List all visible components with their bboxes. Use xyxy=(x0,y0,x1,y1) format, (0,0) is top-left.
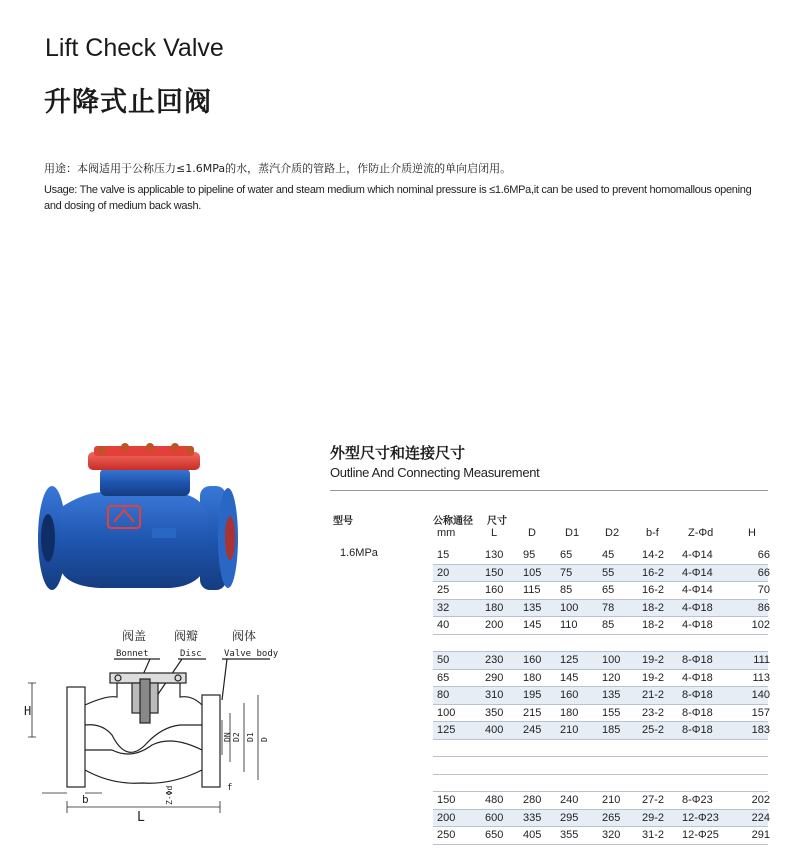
table-row xyxy=(433,792,768,810)
disc-cn-label: 阀瓣 xyxy=(174,629,199,643)
table-cell: 32 xyxy=(437,601,450,614)
table-cell: 405 xyxy=(523,829,542,842)
table-cell: 295 xyxy=(560,811,579,824)
table-cell: 160 xyxy=(485,584,504,597)
table-cell: 18-2 xyxy=(642,619,665,632)
table-cell: 86 xyxy=(757,601,770,614)
table-cell: 80 xyxy=(437,689,450,702)
pressure-label: 1.6MPa xyxy=(340,547,378,559)
table-cell: 8-Φ18 xyxy=(682,724,713,737)
dim-d-label: D xyxy=(260,737,269,742)
table-cell: 320 xyxy=(602,829,621,842)
table-cell: 102 xyxy=(751,619,770,632)
table-cell: 135 xyxy=(523,601,542,614)
table-cell: 4-Φ18 xyxy=(682,671,713,684)
table-spacer-row xyxy=(433,635,768,653)
table-cell: 185 xyxy=(602,724,621,737)
header-col-bf: b-f xyxy=(646,527,659,539)
table-cell: 400 xyxy=(485,724,504,737)
table-cell: 8-Φ18 xyxy=(682,706,713,719)
table-cell: 4-Φ14 xyxy=(682,584,713,597)
table-cell: 100 xyxy=(437,706,456,719)
table-cell: 31-2 xyxy=(642,829,665,842)
table-cell: 240 xyxy=(560,794,579,807)
table-cell: 95 xyxy=(523,549,536,562)
usage-text-cn: 用途：本阀适用于公称压力≤1.6MPa的水，蒸汽介质的管路上，作防止介质逆流的单向启闭用。 xyxy=(44,162,512,175)
header-dn-cn: 公称通径 xyxy=(433,516,473,527)
table-cell: 85 xyxy=(602,619,615,632)
table-cell: 160 xyxy=(560,689,579,702)
table-cell: 215 xyxy=(523,706,542,719)
table-row xyxy=(433,547,768,565)
table-cell: 29-2 xyxy=(642,811,665,824)
table-cell: 4-Φ18 xyxy=(682,601,713,614)
dim-b-label: b xyxy=(82,793,89,806)
table-cell: 8-Φ23 xyxy=(682,794,713,807)
table-cell: 125 xyxy=(437,724,456,737)
table-cell: 27-2 xyxy=(642,794,665,807)
table-row xyxy=(433,670,768,688)
table-cell: 310 xyxy=(485,689,504,702)
table-cell: 291 xyxy=(751,829,770,842)
table-cell: 130 xyxy=(485,549,504,562)
table-cell: 230 xyxy=(485,654,504,667)
table-cell: 19-2 xyxy=(642,671,665,684)
header-col-d2: D2 xyxy=(605,527,620,539)
table-cell: 335 xyxy=(523,811,542,824)
table-cell: 250 xyxy=(437,829,456,842)
table-cell: 202 xyxy=(751,794,770,807)
table-cell: 200 xyxy=(485,619,504,632)
table-cell: 19-2 xyxy=(642,654,665,667)
table-cell: 280 xyxy=(523,794,542,807)
header-col-l: L xyxy=(491,527,498,539)
table-cell: 105 xyxy=(523,566,542,579)
table-cell: 8-Φ18 xyxy=(682,654,713,667)
header-model: 型号 xyxy=(333,516,353,527)
table-cell: 100 xyxy=(560,601,579,614)
table-cell: 150 xyxy=(437,794,456,807)
table-cell: 66 xyxy=(757,549,770,562)
bonnet-cn-label: 阀盖 xyxy=(122,629,147,643)
table-row xyxy=(433,600,768,618)
table-spacer-row xyxy=(433,775,768,793)
table-cell: 15 xyxy=(437,549,450,562)
table-cell: 157 xyxy=(751,706,770,719)
table-cell: 18-2 xyxy=(642,601,665,614)
table-row xyxy=(433,565,768,583)
table-cell: 183 xyxy=(751,724,770,737)
table-cell: 480 xyxy=(485,794,504,807)
header-size: 尺寸 xyxy=(487,516,507,527)
table-cell: 195 xyxy=(523,689,542,702)
table-cell: 290 xyxy=(485,671,504,684)
table-cell: 8-Φ18 xyxy=(682,689,713,702)
table-cell: 113 xyxy=(752,671,770,684)
table-cell: 65 xyxy=(437,671,450,684)
table-cell: 155 xyxy=(602,706,621,719)
table-cell: 350 xyxy=(485,706,504,719)
table-cell: 180 xyxy=(485,601,504,614)
table-cell: 70 xyxy=(757,584,770,597)
dim-f-label: f xyxy=(227,783,233,793)
table-cell: 20 xyxy=(437,566,450,579)
table-cell: 55 xyxy=(602,566,615,579)
table-cell: 180 xyxy=(560,706,579,719)
table-cell: 111 xyxy=(753,654,770,667)
table-cell: 14-2 xyxy=(642,549,665,562)
table-cell: 224 xyxy=(751,811,770,824)
table-row xyxy=(433,810,768,828)
body-cn-label: 阀体 xyxy=(232,629,257,643)
body-en-label: Valve body xyxy=(224,649,279,659)
table-cell: 100 xyxy=(602,654,621,667)
table-cell: 115 xyxy=(523,584,541,597)
table-cell: 600 xyxy=(485,811,504,824)
table-cell: 355 xyxy=(560,829,579,842)
disc-en-label: Disc xyxy=(180,649,202,659)
table-cell: 135 xyxy=(602,689,621,702)
header-col-d: D xyxy=(528,527,536,539)
table-row xyxy=(433,652,768,670)
table-cell: 650 xyxy=(485,829,504,842)
table-cell: 23-2 xyxy=(642,706,665,719)
table-cell: 210 xyxy=(560,724,579,737)
header-dn-unit: mm xyxy=(437,527,456,539)
table-cell: 150 xyxy=(485,566,504,579)
table-row xyxy=(433,705,768,723)
table-cell: 66 xyxy=(757,566,770,579)
table-row xyxy=(433,617,768,635)
table-cell: 140 xyxy=(751,689,770,702)
dim-d1-label: D1 xyxy=(246,732,255,742)
measurement-title-en: Outline And Connecting Measurement xyxy=(330,465,540,480)
table-cell: 65 xyxy=(560,549,573,562)
table-cell: 40 xyxy=(437,619,450,632)
table-cell: 75 xyxy=(560,566,573,579)
table-cell: 180 xyxy=(523,671,542,684)
table-cell: 16-2 xyxy=(642,566,665,579)
product-title-cn: 升降式止回阀 xyxy=(44,87,212,118)
table-cell: 200 xyxy=(437,811,456,824)
table-row xyxy=(433,582,768,600)
dim-d2-label: D2 xyxy=(232,732,241,742)
table-cell: 110 xyxy=(560,619,578,632)
table-cell: 45 xyxy=(602,549,615,562)
table-cell: 265 xyxy=(602,811,621,824)
dim-l-label: L xyxy=(137,810,145,825)
table-cell: 65 xyxy=(602,584,615,597)
header-col-h: H xyxy=(748,527,756,539)
size-table xyxy=(433,547,768,845)
table-cell: 145 xyxy=(523,619,542,632)
table-cell: 16-2 xyxy=(642,584,665,597)
table-row xyxy=(433,687,768,705)
table-cell: 245 xyxy=(523,724,542,737)
header-col-d1: D1 xyxy=(565,527,580,539)
table-spacer-row xyxy=(433,740,768,758)
valve-section-drawing xyxy=(22,625,287,825)
usage-text-en: Usage: The valve is applicable to pipeline of water and steam medium which nominal pressure is ≤1.6MPa,it can be used to prevent homomallous opening and dosing of medium back wash. xyxy=(44,184,752,212)
table-cell: 50 xyxy=(437,654,450,667)
table-cell: 12-Φ23 xyxy=(682,811,719,824)
table-cell: 12-Φ25 xyxy=(682,829,719,842)
table-cell: 25-2 xyxy=(642,724,665,737)
table-cell: 145 xyxy=(560,671,579,684)
table-row xyxy=(433,827,768,845)
table-cell: 21-2 xyxy=(642,689,665,702)
table-row xyxy=(433,722,768,740)
table-cell: 85 xyxy=(560,584,573,597)
table-cell: 78 xyxy=(602,601,615,614)
bonnet-en-label: Bonnet xyxy=(116,649,149,659)
table-cell: 4-Φ14 xyxy=(682,566,713,579)
table-spacer-row xyxy=(433,757,768,775)
table-cell: 4-Φ14 xyxy=(682,549,713,562)
header-col-zd: Z-Φd xyxy=(688,527,714,539)
dim-h-label: H xyxy=(24,704,32,718)
dim-zd-label: Z-Φd xyxy=(165,785,174,805)
table-cell: 4-Φ18 xyxy=(682,619,713,632)
table-cell: 125 xyxy=(560,654,579,667)
dim-dn-label: DN xyxy=(223,732,232,742)
table-top-rule xyxy=(330,490,768,491)
table-cell: 160 xyxy=(523,654,542,667)
table-cell: 120 xyxy=(602,671,621,684)
product-title-en: Lift Check Valve xyxy=(45,34,224,62)
table-cell: 210 xyxy=(602,794,621,807)
valve-photo xyxy=(30,438,260,608)
measurement-title-cn: 外型尺寸和连接尺寸 xyxy=(330,444,466,462)
table-cell: 25 xyxy=(437,584,450,597)
